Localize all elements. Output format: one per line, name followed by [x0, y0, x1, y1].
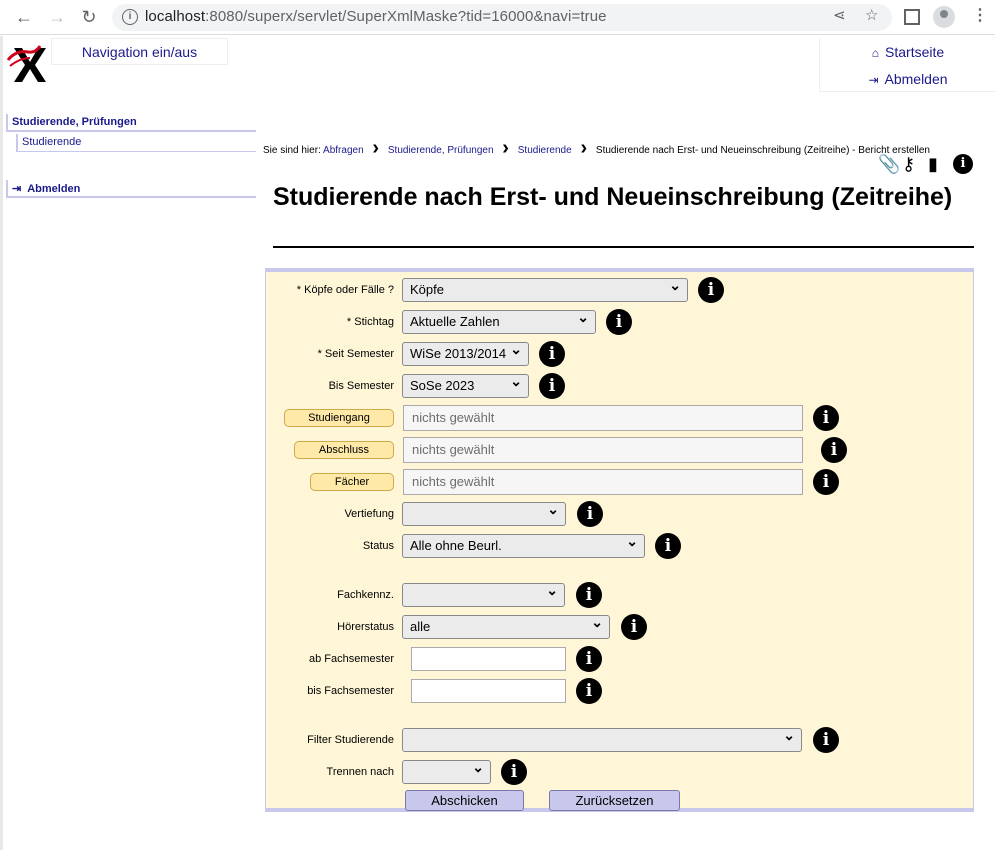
info-icon[interactable]: i [813, 727, 839, 753]
info-icon[interactable]: i [606, 309, 632, 335]
seit-semester-label: * Seit Semester [317, 348, 394, 360]
report-form [265, 268, 974, 812]
vertiefung-label: Vertiefung [344, 508, 394, 520]
sidebar [6, 114, 256, 195]
page [0, 36, 995, 850]
breadcrumb-studierende-pruefungen[interactable]: Studierende, Prüfungen [387, 145, 494, 157]
info-icon[interactable]: i [576, 646, 602, 672]
info-icon[interactable]: i [539, 373, 565, 399]
status-label: Status [362, 540, 394, 552]
hoererstatus-select[interactable]: alle ⌄ [402, 615, 610, 639]
studiengang-field[interactable]: nichts gewählt [403, 405, 803, 431]
sidebar-item-studierende[interactable]: Studierende [16, 134, 256, 152]
ab-fachsemester-input[interactable] [411, 647, 566, 671]
sidebar-abmelden-label: Abmelden [27, 183, 81, 195]
sidebar-section-studierende-pruefungen[interactable]: Studierende, Prüfungen [6, 114, 256, 132]
info-icon[interactable]: i [655, 533, 681, 559]
bis-fachsemester-label: bis Fachsemester [307, 685, 394, 697]
tool-icons [878, 154, 978, 176]
left-border [0, 36, 3, 850]
stichtag-select[interactable]: Aktuelle Zahlen ⌄ [402, 310, 596, 334]
info-icon[interactable]: i [621, 614, 647, 640]
breadcrumb-studierende[interactable]: Studierende [517, 145, 572, 157]
koepfe-label: * Köpfe oder Fälle ? [296, 284, 394, 296]
info-icon[interactable]: i [813, 469, 839, 495]
studiengang-button[interactable]: Studiengang [284, 409, 394, 427]
bookmark-star-icon[interactable]: ☆ [865, 7, 879, 24]
chevron-right-icon: › [502, 137, 509, 159]
trennen-nach-label: Trennen nach [326, 766, 394, 778]
key-icon[interactable]: ⚷ [902, 154, 916, 174]
seit-semester-select[interactable]: WiSe 2013/2014 ⌄ [402, 342, 529, 366]
trennen-nach-select[interactable] [402, 760, 491, 784]
info-icon[interactable]: i [698, 277, 724, 303]
faecher-field[interactable]: nichts gewählt [403, 469, 803, 495]
url-text: localhost:8080/superx/servlet/SuperXmlMaske?tid=16000&navi=true [145, 8, 607, 25]
fachkennz-label: Fachkennz. [337, 589, 394, 601]
faecher-button[interactable]: Fächer [310, 473, 394, 491]
superx-logo [6, 42, 50, 86]
sidebar-abmelden[interactable] [6, 180, 256, 198]
info-icon[interactable]: i [953, 154, 973, 174]
reload-icon[interactable]: ↻ [81, 7, 97, 27]
forward-arrow-icon[interactable]: → [48, 7, 66, 27]
info-icon[interactable]: i [576, 678, 602, 704]
bis-semester-label: Bis Semester [328, 380, 394, 392]
back-arrow-icon[interactable]: ← [15, 7, 33, 27]
breadcrumb-abfragen[interactable]: Abfragen [323, 145, 364, 157]
logout-icon: ⇥ [868, 73, 879, 87]
chevron-right-icon: › [372, 137, 380, 159]
info-icon[interactable]: i [813, 405, 839, 431]
profile-avatar[interactable] [933, 6, 955, 28]
abschluss-button[interactable]: Abschluss [294, 441, 394, 459]
menu-kebab-icon[interactable]: ⋮ [972, 7, 988, 24]
status-select[interactable]: Alle ohne Beurl. ⌄ [402, 534, 645, 558]
breadcrumb [263, 139, 930, 161]
startseite-link[interactable] [820, 44, 995, 60]
info-icon[interactable]: i [539, 341, 565, 367]
abschluss-field[interactable]: nichts gewählt [403, 437, 803, 463]
bis-fachsemester-input[interactable] [411, 679, 566, 703]
koepfe-select[interactable]: Köpfe ⌄ [402, 278, 688, 302]
breadcrumb-current: Studierende nach Erst- und Neueinschreibung (Zeitreihe) - Bericht erstellen [595, 145, 930, 157]
hoererstatus-label: Hörerstatus [337, 621, 394, 633]
abmelden-label: Abmelden [884, 71, 948, 87]
info-icon[interactable]: i [821, 437, 847, 463]
info-icon[interactable]: i [576, 582, 602, 608]
address-bar[interactable] [112, 4, 892, 31]
info-icon[interactable]: i [577, 501, 603, 527]
abmelden-link[interactable] [820, 71, 995, 87]
vertiefung-select[interactable] [402, 502, 566, 526]
fachkennz-select[interactable] [402, 583, 565, 607]
startseite-label: Startseite [885, 44, 945, 60]
zuruecksetzen-button[interactable]: Zurücksetzen [549, 790, 680, 811]
stichtag-label: * Stichtag [346, 316, 394, 328]
browser-toolbar [0, 0, 995, 35]
chevron-right-icon: › [580, 137, 588, 159]
home-icon: ⌂ [871, 46, 880, 60]
navigation-toggle-link[interactable]: Navigation ein/aus [51, 38, 228, 65]
page-title: Studierende nach Erst- und Neueinschreibung (Zeitreihe) [273, 182, 974, 248]
share-icon[interactable]: ⋖ [833, 7, 846, 24]
logout-icon: ⇥ [12, 183, 22, 195]
ab-fachsemester-label: ab Fachsemester [309, 653, 394, 665]
paperclip-icon[interactable]: 📎 [878, 154, 901, 174]
site-info-icon[interactable]: i [122, 9, 138, 25]
filter-studierende-label: Filter Studierende [307, 734, 394, 746]
info-icon[interactable]: i [501, 759, 527, 785]
bis-semester-select[interactable]: SoSe 2023 ⌄ [402, 374, 529, 398]
book-icon[interactable]: ▮ [928, 154, 938, 174]
abschicken-button[interactable]: Abschicken [405, 790, 524, 811]
filter-studierende-select[interactable] [402, 728, 802, 752]
breadcrumb-prefix: Sie sind hier: [263, 145, 321, 157]
side-panel-icon[interactable] [904, 9, 920, 25]
top-right-menu [819, 38, 995, 92]
